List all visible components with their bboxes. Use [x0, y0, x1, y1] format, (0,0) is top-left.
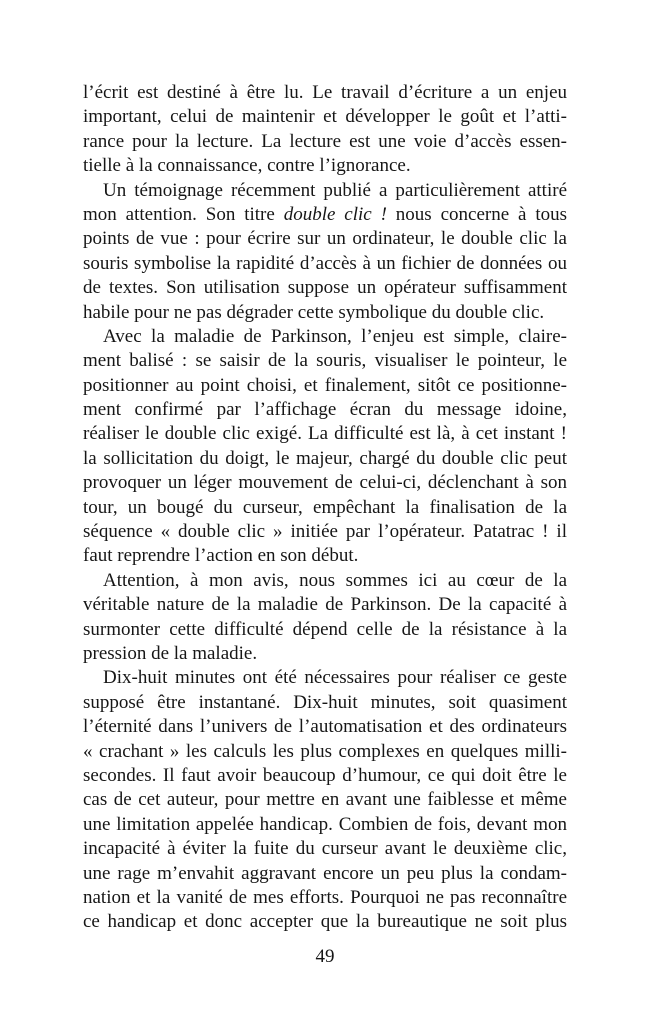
paragraph [83, 666, 567, 934]
text-line: une rage m’envahit aggravant encore un peu plus la condam- [83, 862, 567, 884]
text-line: provoquer un léger mouvement de celui-ci, déclenchant à son [83, 472, 567, 494]
book-title-italic: double clic ! [283, 203, 387, 225]
text-line: « crachant » les calculs les plus complexes en quelques milli- [83, 740, 567, 762]
text-line: habile pour ne pas dégrader cette symbolique du double clic. [83, 301, 545, 323]
paragraph [83, 179, 567, 325]
text-line: cas de cet auteur, pour mettre en avant une faiblesse et même [83, 789, 567, 811]
text-line: Avec la maladie de Parkinson, l’enjeu est simple, claire- [103, 325, 567, 347]
text-line: la sollicitation du doigt, le majeur, chargé du double clic peut [83, 447, 567, 469]
text-line: ment balisé : se saisir de la souris, visualiser le pointeur, le [83, 350, 567, 372]
text-line: supposé être instantané. Dix-huit minutes, soit quasiment [83, 691, 567, 713]
text-line: Attention, à mon avis, nous sommes ici au cœur de la [103, 569, 567, 591]
text-line: de textes. Son utilisation suppose un opérateur suffisamment [83, 277, 567, 299]
text-line: mon attention. Son titre double clic ! nous concerne à tous [83, 203, 567, 225]
text-line: tour, un bougé du curseur, empêchant la finalisation de la [83, 496, 567, 518]
text-line: surmonter cette difficulté dépend celle de la résistance à la [83, 618, 567, 640]
text-line: véritable nature de la maladie de Parkinson. De la capacité à [83, 594, 567, 616]
text-line: incapacité à éviter la fuite du curseur avant le deuxième clic, [83, 838, 567, 860]
paragraph [83, 81, 567, 179]
text-line: pression de la maladie. [83, 642, 258, 664]
text-line: ce handicap et donc accepter que la bureautique ne soit plus [83, 911, 567, 933]
text-line: l’écrit est destiné à être lu. Le travail d’écriture a un enjeu [83, 82, 567, 103]
text-line: nation et la vanité de mes efforts. Pourquoi ne pas reconnaître [83, 886, 567, 908]
text-line: séquence « double clic » initiée par l’opérateur. Patatrac ! il [83, 521, 567, 543]
text-line: ment confirmé par l’affichage écran du message idoine, [83, 399, 567, 421]
paragraph [83, 325, 567, 569]
text-line: faut reprendre l’action en son début. [83, 545, 359, 567]
text-line: réaliser le double clic exigé. La difficulté est là, à cet instant ! [83, 423, 567, 445]
text-line: secondes. Il faut avoir beaucoup d’humour, ce qui doit être le [83, 764, 567, 786]
text-line: Un témoignage récemment publié a particulièrement attiré [103, 179, 567, 201]
text-line: positionner au point choisi, et finalement, sitôt ce positionne- [83, 374, 567, 396]
text-line: Dix-huit minutes ont été nécessaires pour réaliser ce geste [103, 667, 567, 689]
text-line: souris symbolise la rapidité d’accès à un fichier de données ou [83, 252, 567, 274]
text-line: rance pour la lecture. La lecture est une voie d’accès essen- [83, 130, 567, 152]
body-text [83, 81, 567, 935]
text-line: points de vue : pour écrire sur un ordinateur, le double clic la [83, 228, 567, 250]
text-line: tielle à la connaissance, contre l’ignorance. [83, 155, 411, 177]
paragraph [83, 569, 567, 667]
text-line: l’éternité dans l’univers de l’automatisation et des ordinateurs [83, 716, 567, 738]
page-number: 49 [315, 946, 335, 967]
text-line: important, celui de maintenir et développer le goût et l’atti- [83, 106, 567, 128]
text-line: une limitation appelée handicap. Combien de fois, devant mon [83, 813, 567, 835]
